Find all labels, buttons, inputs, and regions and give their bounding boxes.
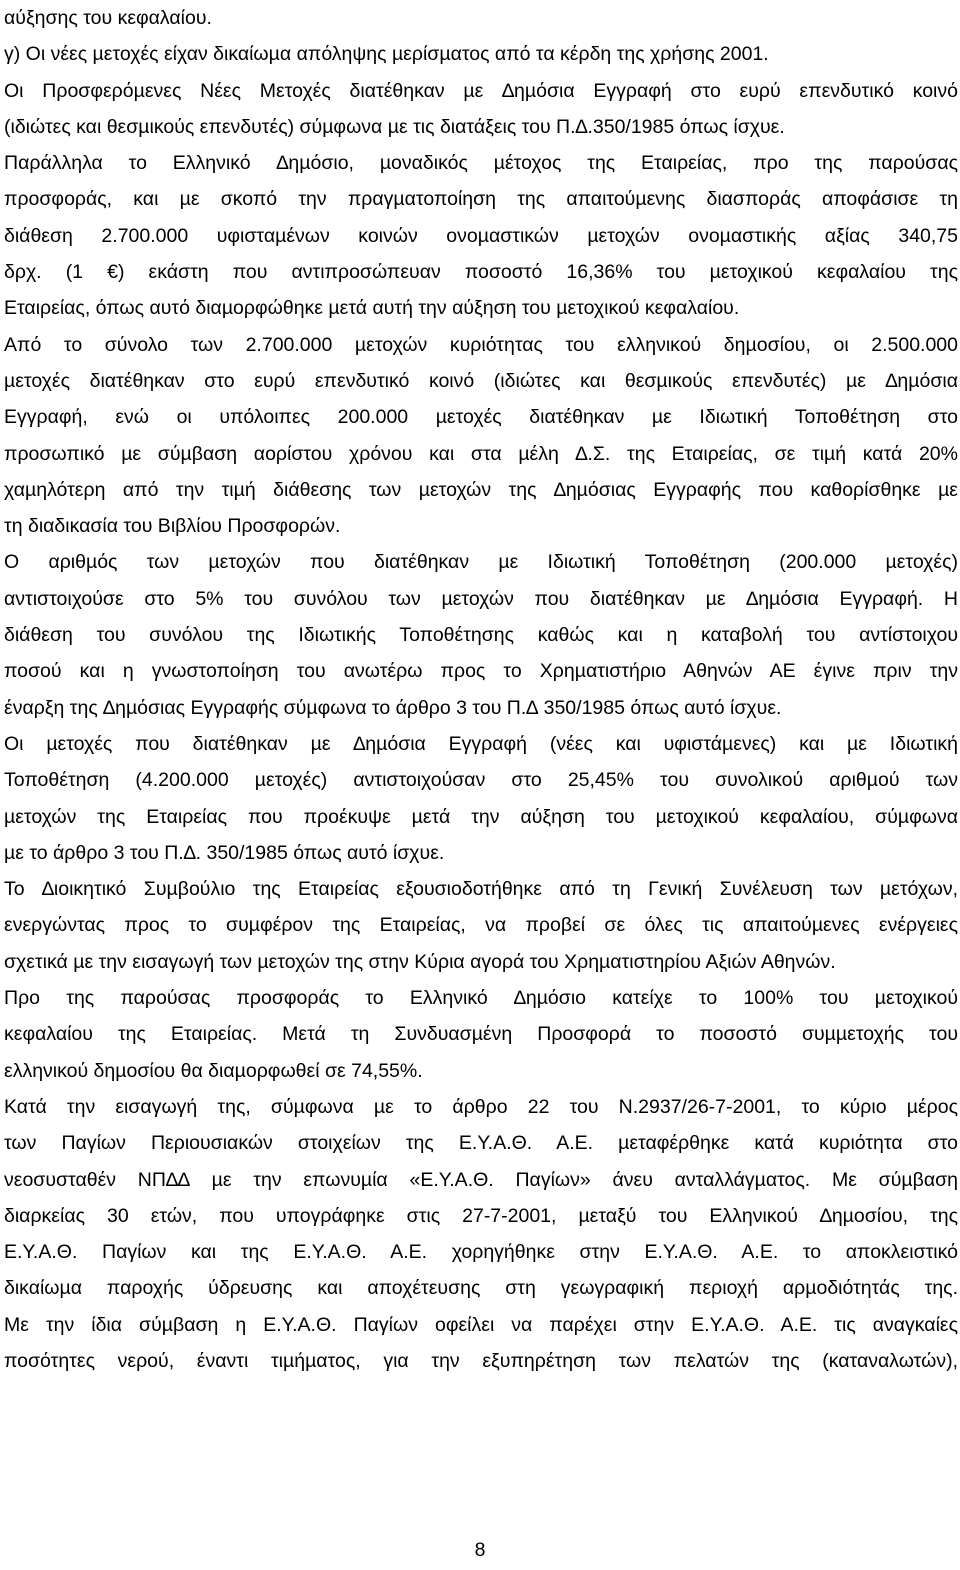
document-page [4, 0, 958, 1379]
text-line: τη διαδικασία του Βιβλίου Προσφορών. [4, 515, 341, 538]
text-line: Με την ίδια σύµβαση η Ε.Υ.Α.Θ. Παγίων οφείλει να παρέχει στην Ε.Υ.Α.Θ. Α.Ε. τις αναγκαίες [4, 1313, 958, 1336]
text-line: Τοποθέτηση (4.200.000 µετοχές) αντιστοιχούσαν στο 25,45% του συνολικού αριθµού των [4, 769, 958, 792]
text-line: προσφοράς, και µε σκοπό την πραγµατοποίηση της απαιτούµενης διασποράς αποφάσισε τη [4, 188, 958, 211]
text-line: Παράλληλα το Ελληνικό ∆ηµόσιο, µοναδικός µέτοχος της Εταιρείας, προ της παρούσας [4, 152, 958, 175]
text-line: µετοχών της Εταιρείας που προέκυψε µετά την αύξηση του µετοχικού κεφαλαίου, σύµφωνα [4, 805, 958, 828]
page-number: 8 [474, 1539, 486, 1561]
text-line: ποσού και η γνωστοποίηση του ανωτέρω προς το Χρηµατιστήριο Αθηνών ΑΕ έγινε πριν την [4, 660, 958, 683]
text-line: ποσότητες νερού, έναντι τιµήµατος, για την εξυπηρέτηση των πελατών της (καταναλωτών), [4, 1349, 958, 1372]
text-line: προσωπικό µε σύµβαση αορίστου χρόνου και στα µέλη ∆.Σ. της Εταιρείας, σε τιµή κατά 20% [4, 442, 958, 465]
text-line: µετοχές διατέθηκαν στο ευρύ επενδυτικό κοινό (ιδιώτες και θεσµικούς επενδυτές) µε ∆ηµόσια [4, 369, 958, 392]
text-line: Εταιρείας, όπως αυτό διαµορφώθηκε µετά αυτή την αύξηση του µετοχικού κεφαλαίου. [4, 297, 740, 320]
text-line: δρχ. (1 €) εκάστη που αντιπροσώπευαν ποσοστό 16,36% του µετοχικού κεφαλαίου της [4, 261, 958, 284]
text-line: των Παγίων Περιουσιακών στοιχείων της Ε.Υ.Α.Θ. Α.Ε. µεταφέρθηκε κατά κυριότητα στο [4, 1132, 958, 1155]
text-line: διάθεση 2.700.000 υφισταµένων κοινών ονοµαστικών µετοχών ονοµαστικής αξίας 340,75 [4, 224, 958, 247]
text-line: Από το σύνολο των 2.700.000 µετοχών κυριότητας του ελληνικού δηµοσίου, οι 2.500.000 [4, 333, 958, 356]
text-line: έναρξη της ∆ηµόσιας Εγγραφής σύµφωνα το άρθρο 3 του Π.∆ 350/1985 όπως αυτό ίσχυε. [4, 696, 782, 719]
text-line: Εγγραφή, ενώ οι υπόλοιπες 200.000 µετοχές διατέθηκαν µε Ιδιωτική Τοποθέτηση στο [4, 406, 958, 429]
text-line: δικαίωµα παροχής ύδρευσης και αποχέτευσης στη γεωγραφική περιοχή αρµοδιότητάς της. [4, 1277, 958, 1300]
text-line: κεφαλαίου της Εταιρείας. Μετά τη Συνδυασµένη Προσφορά το ποσοστό συµµετοχής του [4, 1023, 958, 1046]
text-line: αύξησης του κεφαλαίου. [4, 7, 212, 29]
text-line: Οι Προσφερόµενες Νέες Μετοχές διατέθηκαν µε ∆ηµόσια Εγγραφή στο ευρύ επενδυτικό κοινό [4, 79, 958, 102]
text-line: αντιστοιχούσε στο 5% του συνόλου των µετοχών που διατέθηκαν µε ∆ηµόσια Εγγραφή. Η [4, 587, 958, 610]
text-line: γ) Οι νέες µετοχές είχαν δικαίωµα απόληψης µερίσµατος από τα κέρδη της χρήσης 2001. [4, 43, 769, 66]
text-line: ελληνικού δηµοσίου θα διαµορφωθεί σε 74,55%. [4, 1059, 423, 1082]
text-line: ενεργώντας προς το συµφέρον της Εταιρείας, να προβεί σε όλες τις απαιτούµενες ενέργειες [4, 914, 958, 937]
text-line: (ιδιώτες και θεσµικούς επενδυτές) σύµφωνα µε τις διατάξεις του Π.∆.350/1985 όπως ίσχυε. [4, 115, 785, 138]
text-line: Οι µετοχές που διατέθηκαν µε ∆ηµόσια Εγγραφή (νέες και υφιστάµενες) και µε Ιδιωτική [4, 732, 958, 755]
text-line: µε το άρθρο 3 του Π.∆. 350/1985 όπως αυτό ίσχυε. [4, 841, 445, 864]
text-line: σχετικά µε την εισαγωγή των µετοχών της στην Κύρια αγορά του Χρηµατιστηρίου Αξιών Αθηνών. [4, 950, 836, 973]
text-line: Προ της παρούσας προσφοράς το Ελληνικό ∆ηµόσιο κατείχε το 100% του µετοχικού [4, 987, 958, 1010]
text-line: Το ∆ιοικητικό Συµβούλιο της Εταιρείας εξουσιοδοτήθηκε από τη Γενική Συνέλευση των µετόχων, [4, 878, 958, 901]
text-line: Κατά την εισαγωγή της, σύµφωνα µε το άρθρο 22 του Ν.2937/26-7-2001, το κύριο µέρος [4, 1095, 958, 1118]
text-line: Ο αριθµός των µετοχών που διατέθηκαν µε Ιδιωτική Τοποθέτηση (200.000 µετοχές) [4, 551, 958, 574]
text-line: χαµηλότερη από την τιµή διάθεσης των µετοχών της ∆ηµόσιας Εγγραφής που καθορίσθηκε µε [4, 478, 958, 501]
text-line: Ε.Υ.Α.Θ. Παγίων και της Ε.Υ.Α.Θ. Α.Ε. χορηγήθηκε στην Ε.Υ.Α.Θ. Α.Ε. το αποκλειστικό [4, 1241, 958, 1264]
text-line: διάθεση του συνόλου της Ιδιωτικής Τοποθέτησης καθώς και η καταβολή του αντίστοιχου [4, 624, 958, 647]
text-line: διαρκείας 30 ετών, που υπογράφηκε στις 27-7-2001, µεταξύ του Ελληνικού ∆ηµοσίου, της [4, 1204, 958, 1227]
text-line: νεοσυσταθέν ΝΠ∆∆ µε την επωνυµία «Ε.Υ.Α.Θ. Παγίων» άνευ ανταλλάγµατος. Με σύµβαση [4, 1168, 958, 1191]
